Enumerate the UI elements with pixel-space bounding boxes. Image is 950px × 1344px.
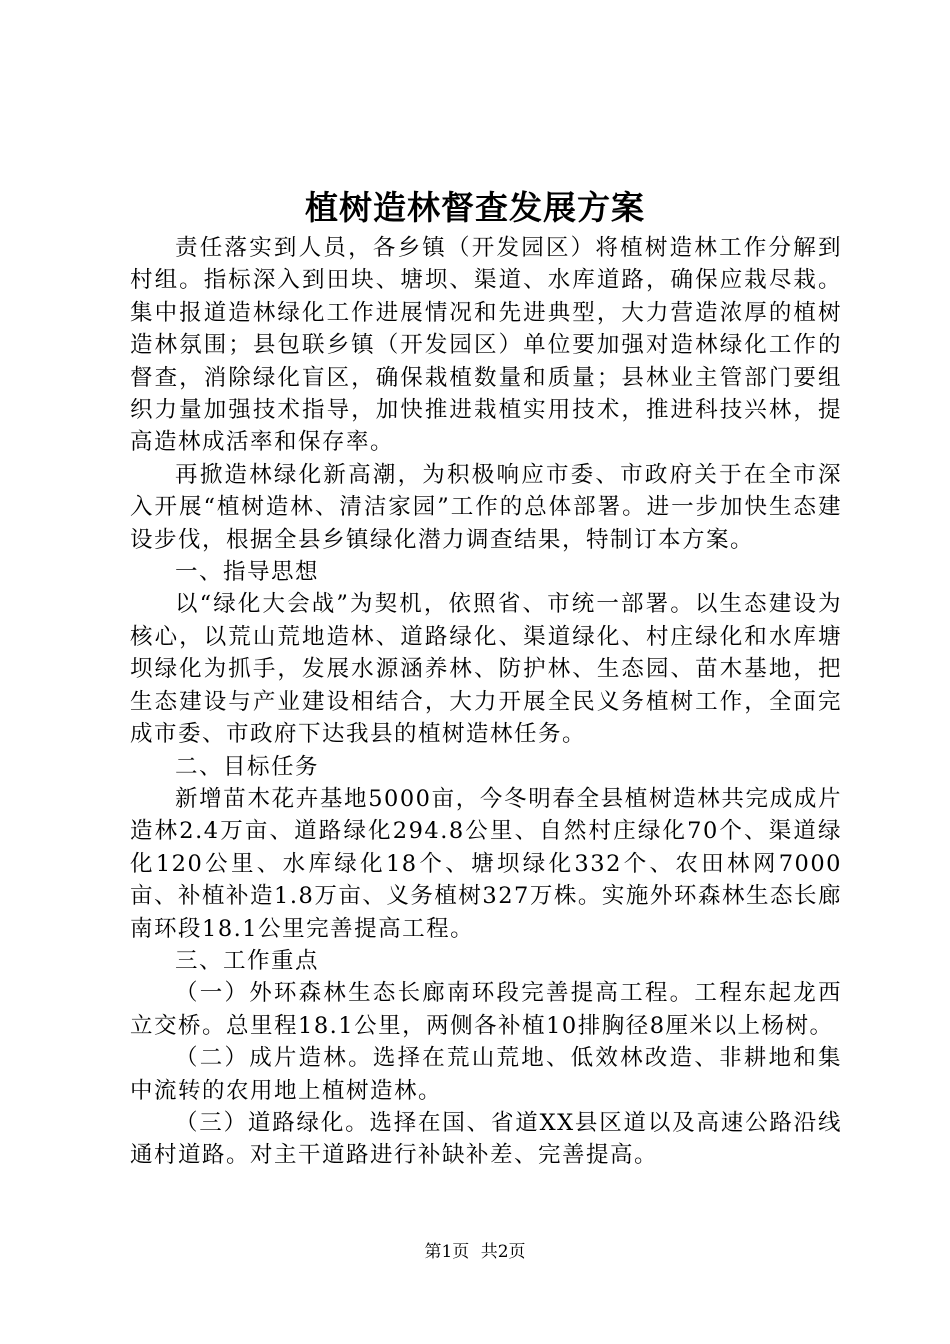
page-number: 第1页 <box>424 1242 470 1262</box>
paragraph-key-work-3: （三）道路绿化。选择在国、省道XX县区道以及高速公路沿线通村道路。对主干道路进行补缺补差、完善提高。 <box>130 1109 842 1169</box>
section-heading-targets: 二、目标任务 <box>175 753 320 780</box>
paragraph-key-work-1: （一）外环森林生态长廊南环段完善提高工程。工程东起龙西立交桥。总里程18.1公里，两侧各补植10排胸径8厘米以上杨树。 <box>130 980 842 1039</box>
section-heading-guiding-ideology: 一、指导思想 <box>175 559 320 586</box>
paragraph-targets: 新增苗木花卉基地5000亩，今冬明春全县植树造林共完成成片造林2.4万亩、道路绿化294.8公里、自然村庄绿化70个、渠道绿化120公里、水库绿化18个、塘坝绿化332个、农田林网7000亩、补植补造1.8万亩、义务植树327万株。实施外环森林生态长廊南环段18.1公里完善提高工程。 <box>130 785 842 942</box>
paragraph-responsibility: 责任落实到人员，各乡镇（开发园区）将植树造林工作分解到村组。指标深入到田块、塘坝、渠道、水库道路，确保应栽尽栽。集中报道造林绿化工作进展情况和先进典型，大力营造浓厚的植树造林氛围；县包联乡镇（开发园区）单位要加强对造林绿化工作的督查，消除绿化盲区，确保栽植数量和质量；县林业主管部门要组织力量加强技术指导，加快推进栽植实用技术，推进科技兴林，提高造林成活率和保存率。 <box>130 235 842 456</box>
paragraph-intro: 再掀造林绿化新高潮，为积极响应市委、市政府关于在全市深入开展“植树造林、清洁家园”工作的总体部署。进一步加快生态建设步伐，根据全县乡镇绿化潜力调查结果，特制订本方案。 <box>130 461 842 553</box>
page-footer <box>0 1240 950 1264</box>
section-heading-key-work: 三、工作重点 <box>175 947 320 974</box>
document-body <box>130 232 842 1172</box>
paragraph-guiding-ideology: 以“绿化大会战”为契机，依照省、市统一部署。以生态建设为核心，以荒山荒地造林、道路绿化、渠道绿化、村庄绿化和水库塘坝绿化为抓手，发展水源涵养林、防护林、生态园、苗木基地，把生态建设与产业建设相结合，大力开展全民义务植树工作，全面完成市委、市政府下达我县的植树造林任务。 <box>130 591 842 748</box>
paragraph-key-work-2: （二）成片造林。选择在荒山荒地、低效林改造、非耕地和集中流转的农用地上植树造林。 <box>130 1045 842 1104</box>
document-title: 植树造林督查发展方案 <box>305 188 645 227</box>
page-total: 共2页 <box>480 1242 526 1262</box>
